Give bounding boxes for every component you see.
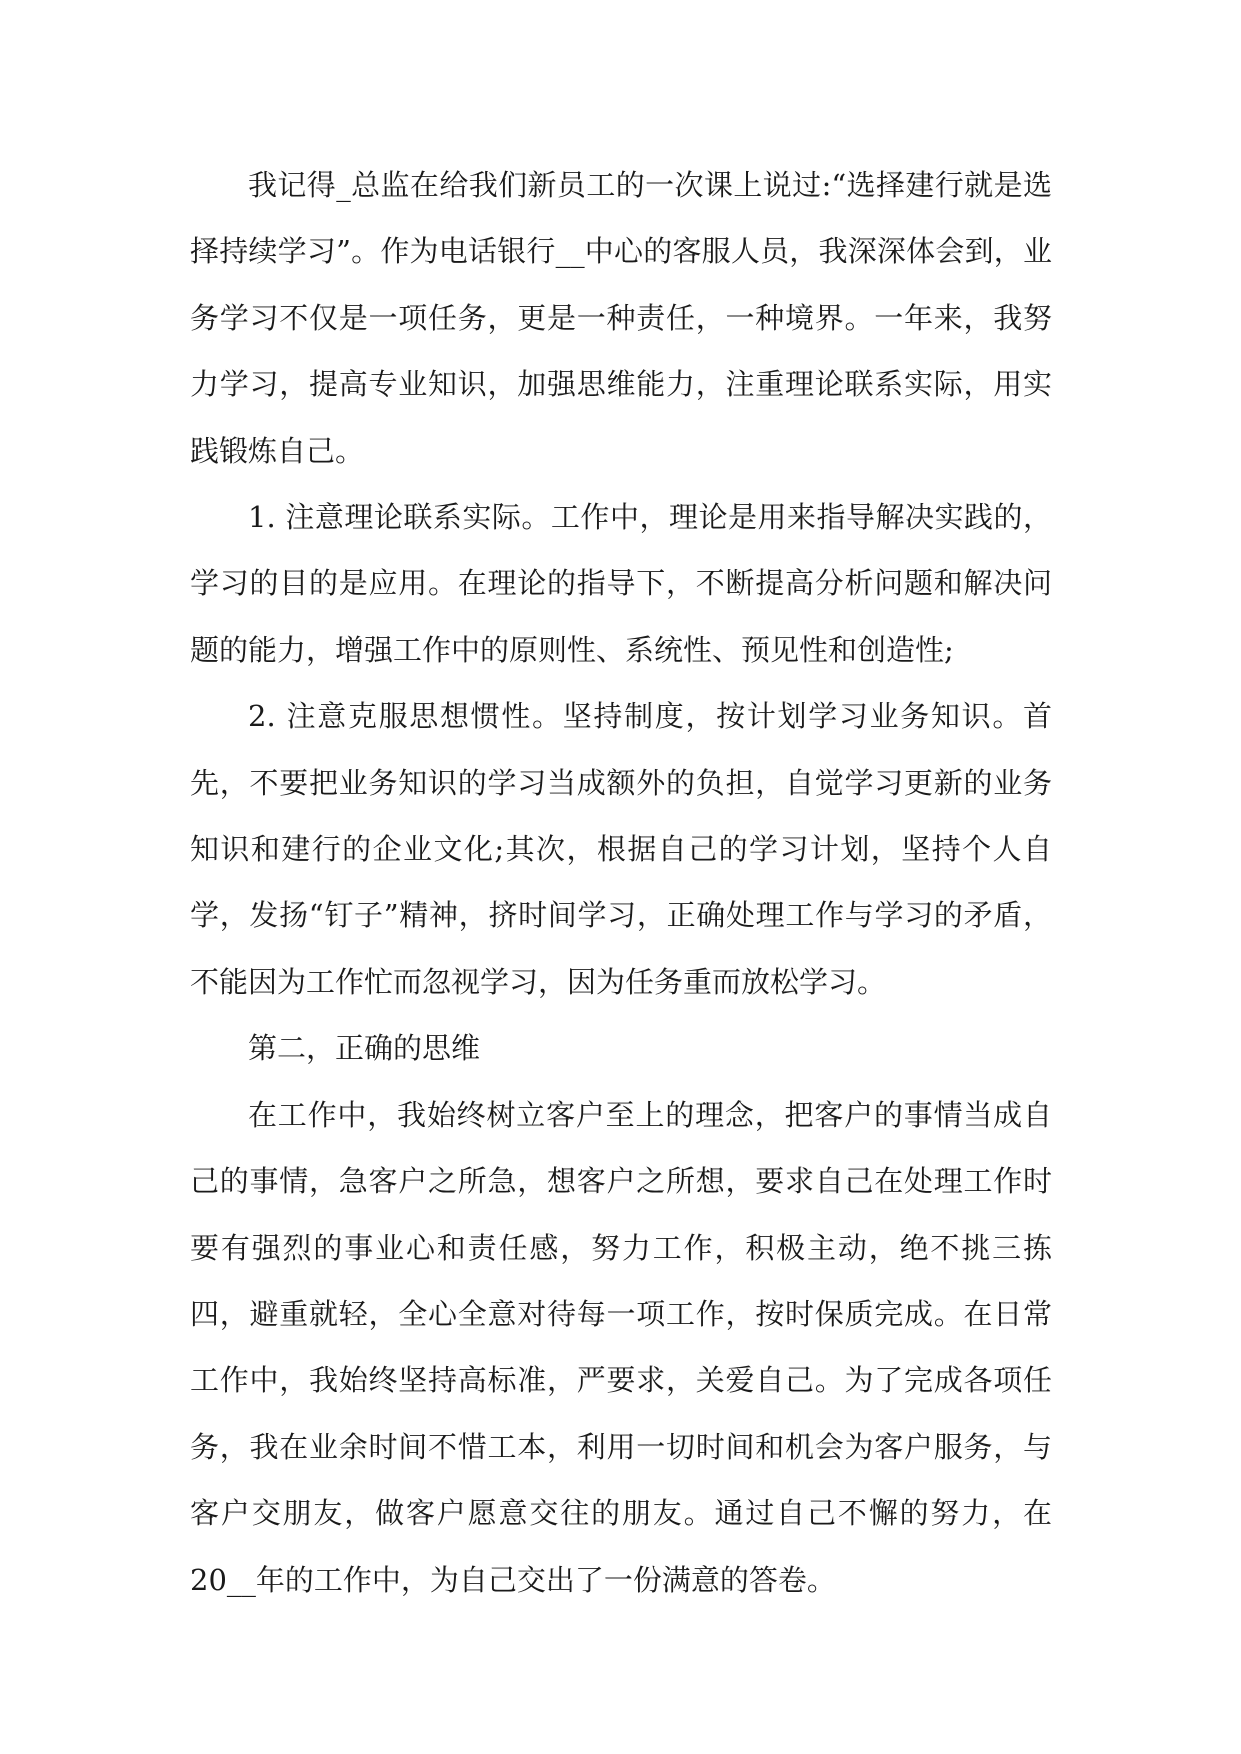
paragraph-section-body: 在工作中，我始终树立客户至上的理念，把客户的事情当成自己的事情，急客户之所急，想客户之所想，要求自己在处理工作时要有强烈的事业心和责任感，努力工作，积极主动，绝不挑三拣四，避重就轻，全心全意对待每一项工作，按时保质完成。在日常工作中，我始终坚持高标准，严要求，关爱自己。为了完成各项任务，我在业余时间不惜工本，利用一切时间和机会为客户服务，与客户交朋友，做客户愿意交往的朋友。通过自己不懈的努力，在20__年的工作中，为自己交出了一份满意的答卷。: [190, 1097, 1052, 1597]
paragraph-point-1: 1. 注意理论联系实际。工作中，理论是用来指导解决实践的，学习的目的是应用。在理论的指导下，不断提高分析问题和解决问题的能力，增强工作中的原则性、系统性、预见性和创造性;: [190, 500, 1052, 667]
paragraph-point-2: 2. 注意克服思想惯性。坚持制度，按计划学习业务知识。首先，不要把业务知识的学习当成额外的负担，自觉学习更新的业务知识和建行的企业文化;其次，根据自己的学习计划，坚持个人自学，发扬“钉子”精神，挤时间学习，正确处理工作与学习的矛盾，不能因为工作忙而忽视学习，因为任务重而放松学习。: [190, 699, 1052, 999]
document-body: [190, 152, 1052, 1613]
section-heading: 第二，正确的思维: [248, 1031, 481, 1066]
paragraph-intro: 我记得_总监在给我们新员工的一次课上说过:“选择建行就是选择持续学习”。作为电话银行__中心的客服人员，我深深体会到，业务学习不仅是一项任务，更是一种责任，一种境界。一年来，我努力学习，提高专业知识，加强思维能力，注重理论联系实际，用实践锻炼自己。: [190, 168, 1052, 468]
